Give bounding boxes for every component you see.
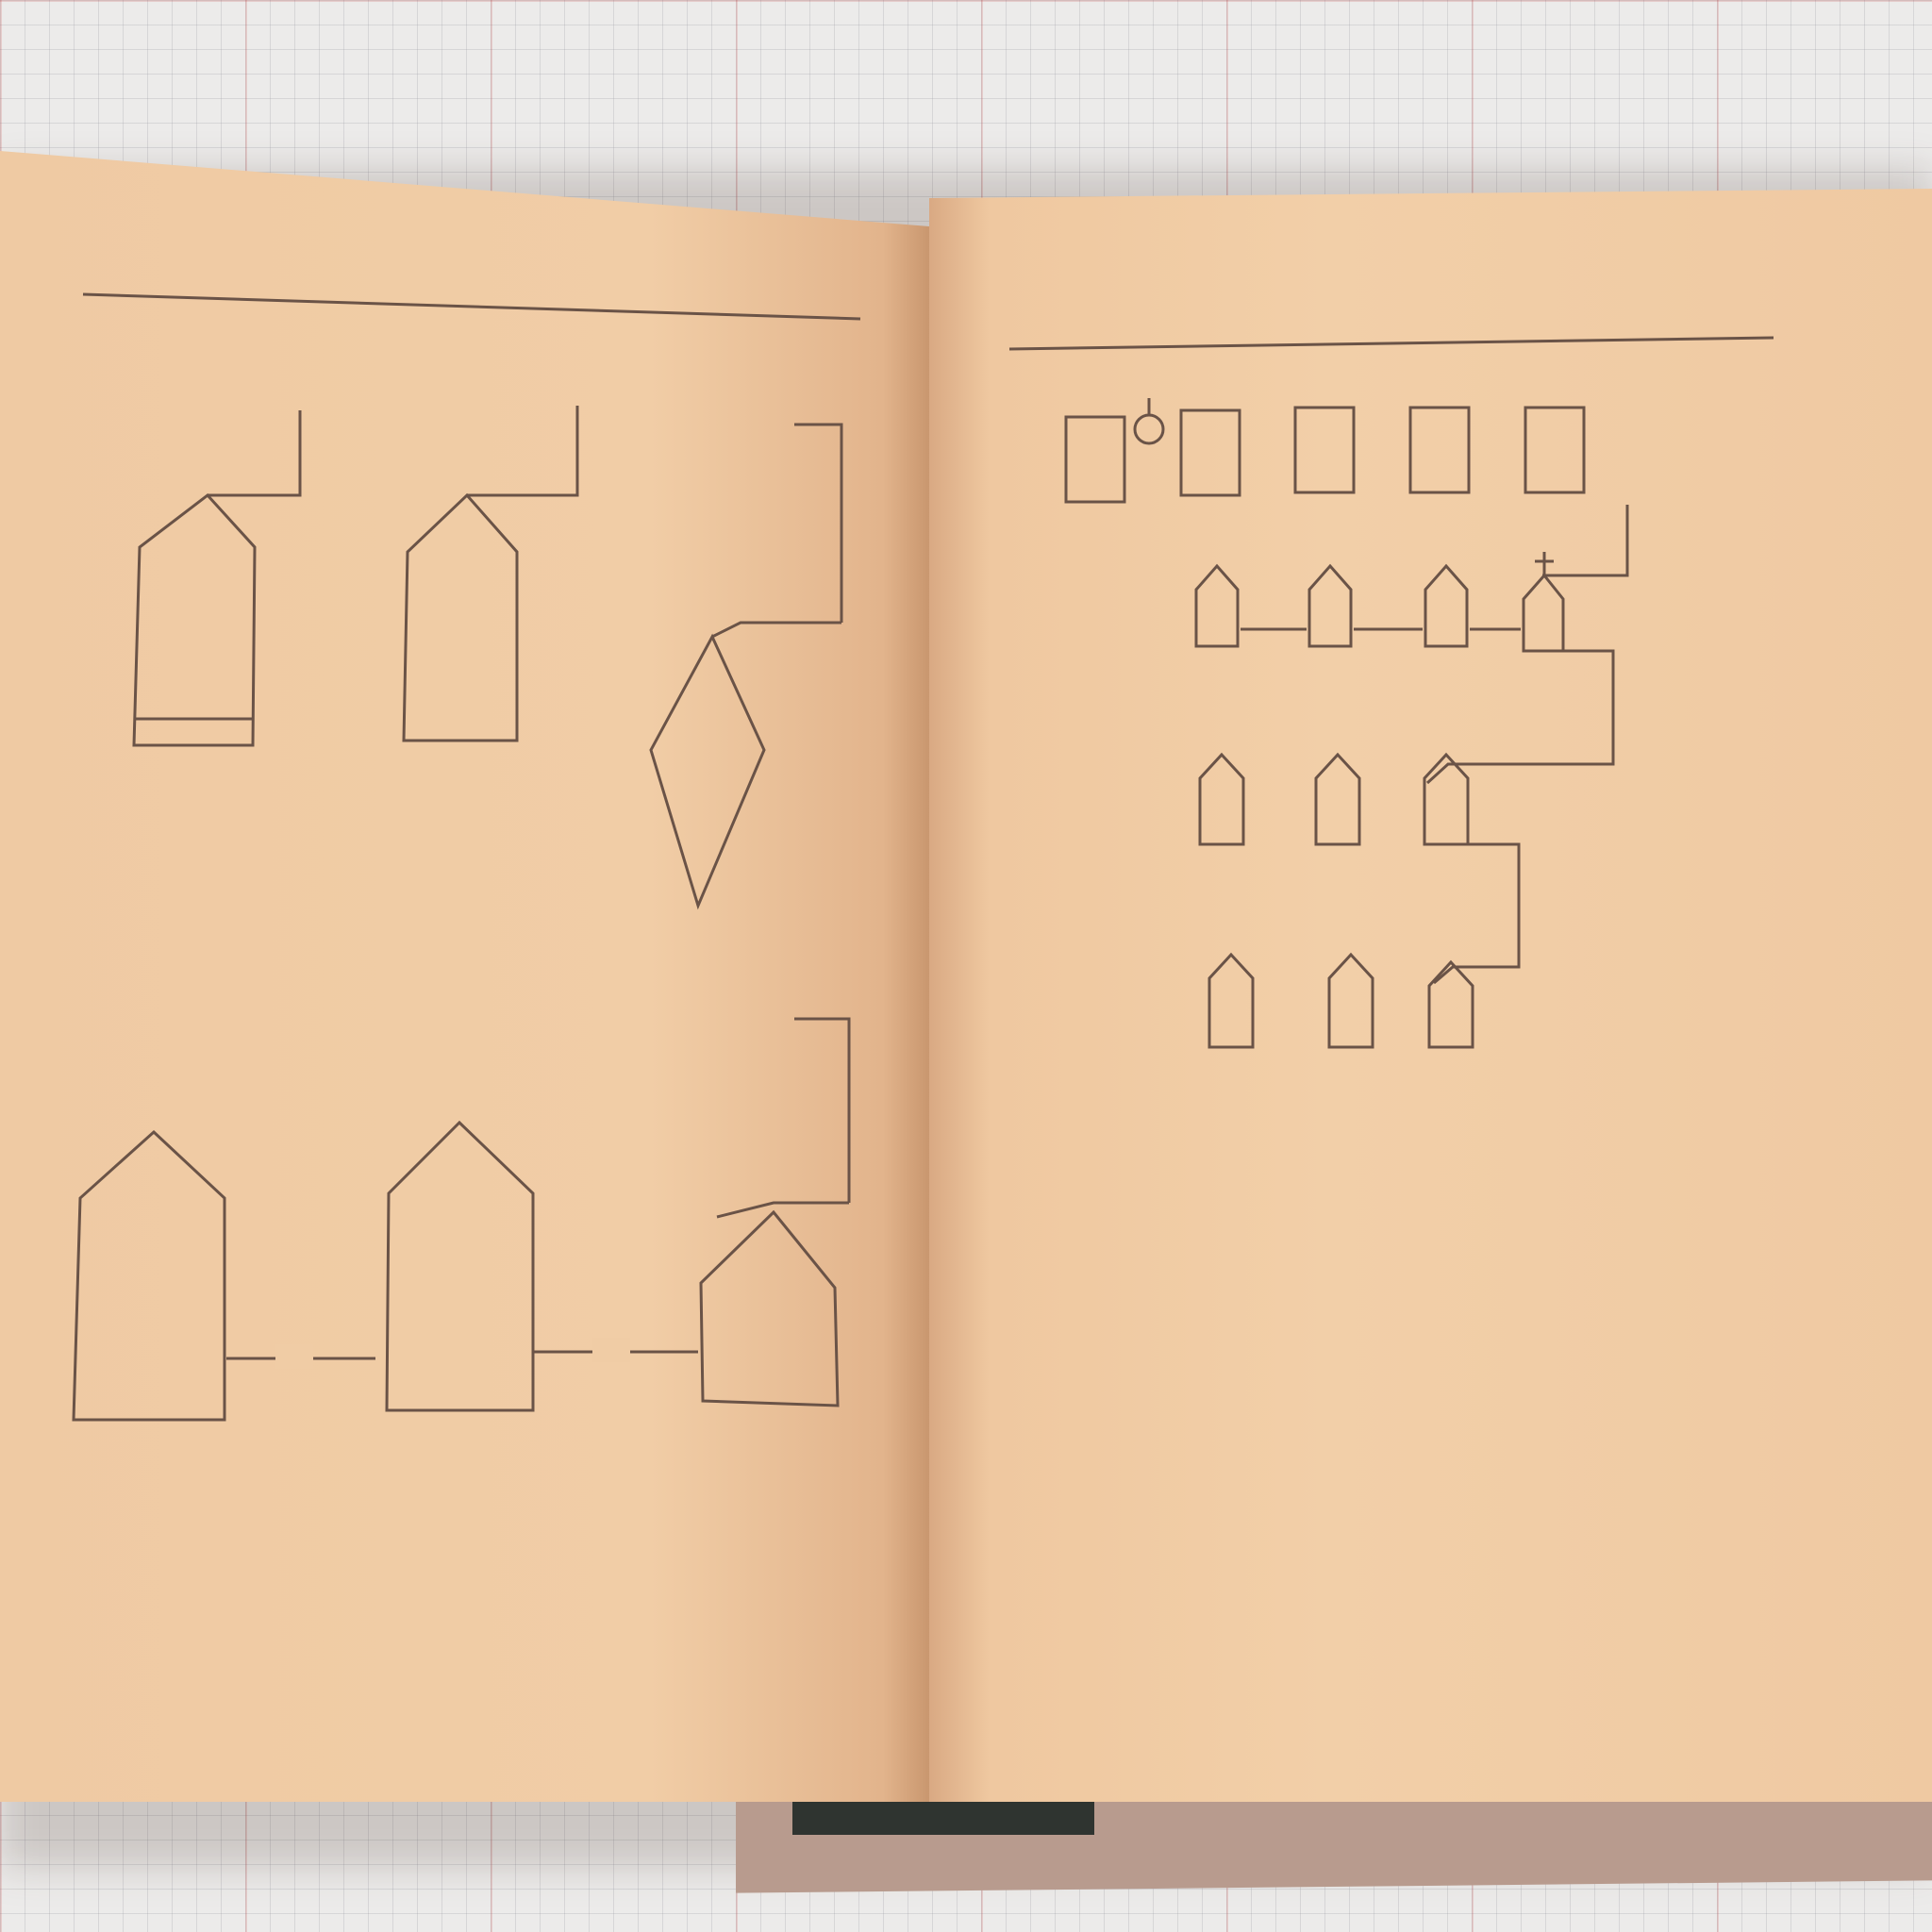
- fig44-box-2: [1295, 408, 1354, 492]
- fig44-row3-vehicle-3: [1209, 955, 1253, 1047]
- fig44-row3-vehicle-2: [1329, 955, 1373, 1047]
- fig44-row2-vehicle-3: [1200, 755, 1243, 844]
- fig44-box-spec: [1066, 417, 1124, 502]
- fig43-connector: [794, 1019, 849, 1203]
- fig44-distance-connector: [1542, 505, 1627, 575]
- fig44-row2-vehicle-2: [1316, 755, 1359, 844]
- right-header-rule: [1009, 338, 1774, 349]
- right-page: [929, 160, 1932, 1802]
- fig44-connector-10m-2: [1434, 844, 1519, 983]
- fig44-circle-blank: [1135, 415, 1163, 443]
- book-cover-strip: [792, 1797, 1094, 1835]
- left-page: [0, 132, 929, 1802]
- fig42-vehicle-btr: [404, 495, 517, 741]
- fig42-vehicle-bmp: [134, 495, 255, 745]
- fig43-spacing-gap-2: [592, 1338, 630, 1362]
- fig43-connector-2: [717, 1203, 849, 1217]
- fig42-connector-c2: [712, 623, 841, 637]
- fig44-row1-vehicle-3: [1196, 566, 1238, 646]
- fig43-vehicle-1: [74, 1132, 225, 1420]
- left-header-rule: [83, 294, 860, 319]
- right-page-drawing: [929, 160, 1932, 1802]
- fig42-connector-a: [208, 410, 300, 495]
- fig44-row1-vehicle-1: [1425, 566, 1467, 646]
- fig44-box-3: [1181, 410, 1240, 495]
- fig44-box-gr: [1525, 408, 1584, 492]
- fig44-row1-vehicle-2: [1309, 566, 1351, 646]
- fig42-vehicle-tank: [651, 637, 764, 906]
- fig44-top-row: [1066, 398, 1584, 502]
- fig42-connector-c: [794, 425, 841, 623]
- left-page-drawing: [0, 132, 929, 1802]
- fig44-box-1: [1410, 408, 1469, 492]
- fig44-row3-vehicle-1: [1429, 962, 1473, 1047]
- fig44-row2-vehicle-1: [1424, 755, 1468, 844]
- fig43-spacing-gap-1: [275, 1344, 313, 1369]
- fig42-connector-b: [467, 406, 577, 495]
- fig43-vehicle-3: [701, 1212, 838, 1406]
- fig44-row1-vehicle-gr: [1524, 575, 1563, 651]
- fig43-vehicle-2: [387, 1123, 533, 1410]
